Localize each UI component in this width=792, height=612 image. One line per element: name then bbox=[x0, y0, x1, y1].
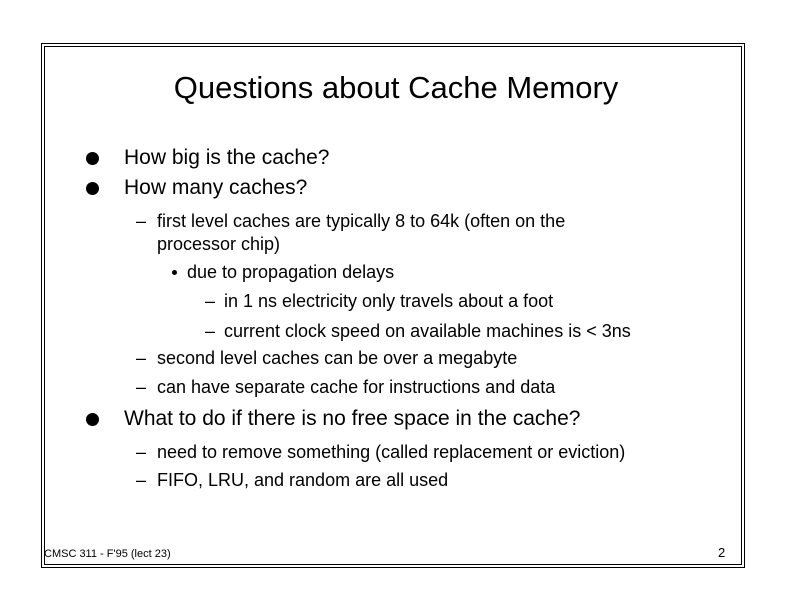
dash-marker: – bbox=[205, 291, 216, 311]
sub-second-level: second level caches can be over a megabyte bbox=[157, 348, 518, 368]
sub-propagation: due to propagation delays bbox=[187, 262, 395, 282]
dash-marker: – bbox=[136, 211, 147, 231]
sub-remove-something: need to remove something (called replacement or eviction) bbox=[157, 442, 626, 462]
bullet-no-free-space: What to do if there is no free space in the cache? bbox=[124, 407, 581, 430]
page-number: 2 bbox=[718, 545, 726, 560]
dash-marker: – bbox=[136, 442, 147, 462]
bullet-dot-icon bbox=[86, 413, 99, 426]
footer-course-label: CMSC 311 - F'95 (lect 23) bbox=[44, 548, 171, 560]
dash-marker: – bbox=[136, 348, 147, 368]
bullet-small-dot-icon bbox=[172, 270, 177, 275]
dash-marker: – bbox=[136, 377, 147, 397]
sub-first-level-line2: processor chip) bbox=[157, 234, 281, 254]
sub-first-level-line1: first level caches are typically 8 to 64k (often on the bbox=[157, 211, 566, 231]
dash-marker: – bbox=[136, 470, 147, 490]
slide-title: Questions about Cache Memory bbox=[173, 70, 619, 105]
sub-electricity: in 1 ns electricity only travels about a foot bbox=[224, 291, 554, 311]
sub-clock-speed: current clock speed on available machines is < 3ns bbox=[224, 321, 631, 341]
sub-separate-cache: can have separate cache for instructions and data bbox=[157, 377, 556, 397]
sub-replacement-policies: FIFO, LRU, and random are all used bbox=[157, 470, 449, 490]
bullet-dot-icon bbox=[86, 152, 99, 165]
bullet-cache-count: How many caches? bbox=[124, 176, 308, 199]
bullet-dot-icon bbox=[86, 182, 99, 195]
bullet-cache-size: How big is the cache? bbox=[124, 146, 330, 169]
dash-marker: – bbox=[205, 321, 216, 341]
